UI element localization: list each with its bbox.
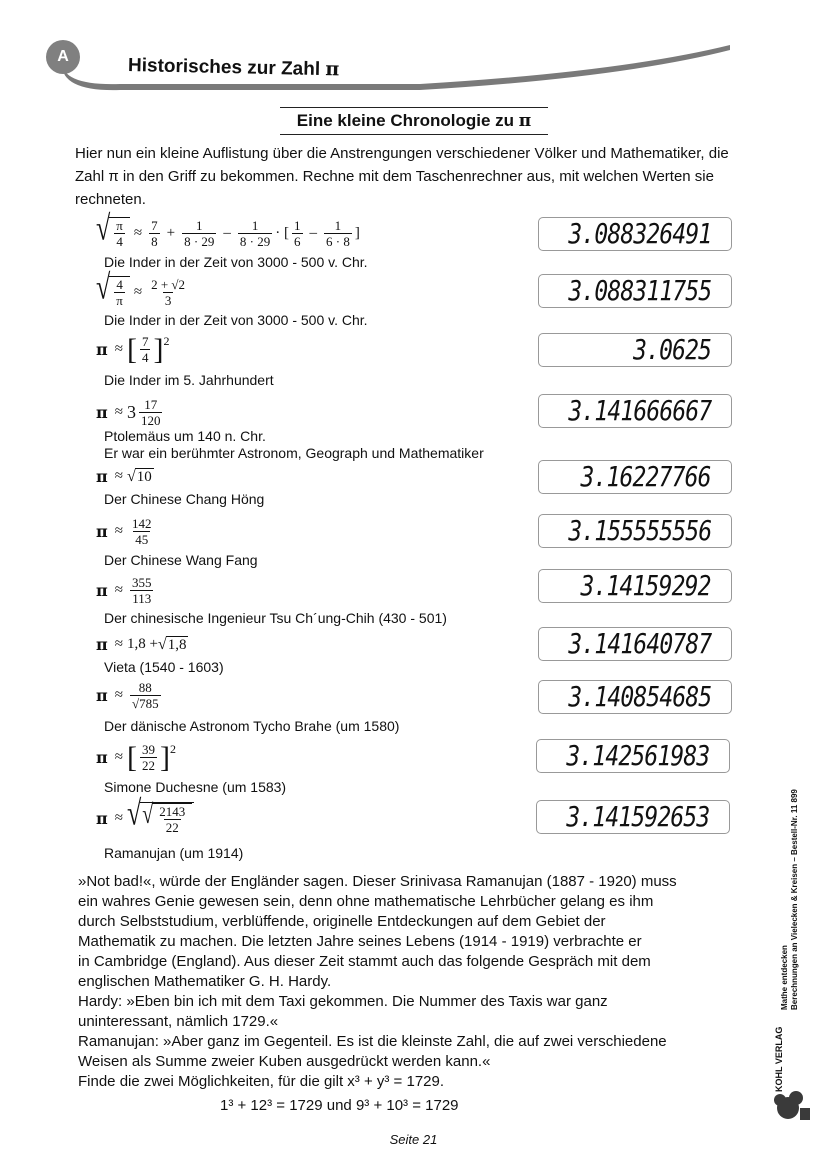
section-badge: A [46, 40, 80, 74]
story-line: englischen Mathematiker G. H. Hardy. [78, 973, 332, 990]
story-line: Mathematik zu machen. Die letzten Jahre seines Lebens (1914 - 1919) verbrachte er [78, 933, 642, 950]
caption-8: Vieta (1540 - 1603) [104, 659, 224, 675]
calculator-display-6: 3.155555556 [538, 514, 732, 548]
caption-2: Die Inder in der Zeit von 3000 - 500 v. Chr. [104, 312, 368, 328]
formula-7: π ≈ $\frac{355}{113}$ [96, 575, 152, 606]
calculator-display-8: 3.141640787 [538, 627, 732, 661]
subtitle: Eine kleine Chronologie zu π [280, 107, 548, 135]
caption-6: Der Chinese Wang Fang [104, 552, 258, 568]
story-line: Ramanujan: »Aber ganz im Gegenteil. Es ist die kleinste Zahl, die auf zwei verschiedene [78, 1033, 667, 1050]
book-title: Berechnungen an Vielecken & Kreisen – Bestell-Nr. 11 899 [790, 789, 799, 1010]
formula-3: π ≈ [ $\frac{7}{4}$ ] 2 [96, 332, 170, 366]
caption-1: Die Inder in der Zeit von 3000 - 500 v. Chr. [104, 254, 368, 270]
formula-2: √ $\frac{4}{\pi}$ ≈ $\frac{2 + √2}{3}$ [96, 267, 186, 308]
caption-9: Der dänische Astronom Tycho Brahe (um 1580) [104, 718, 400, 734]
sqrt: √ $\frac{\pi}{4}$ [96, 217, 130, 249]
header-swoosh [0, 0, 827, 100]
caption-11: Ramanujan (um 1914) [104, 845, 244, 861]
formula-5: π ≈ √ 10 [96, 467, 152, 486]
story-line: ein wahres Genie gewesen sein, denn ohne mathematische Lehrbücher gelang es ihm [78, 893, 654, 910]
caption-7: Der chinesische Ingenieur Tsu Ch´ung-Chih (430 - 501) [104, 610, 447, 626]
formula-9: π ≈ $\frac{88}{√785}$ [96, 680, 159, 711]
caption-5: Der Chinese Chang Höng [104, 491, 265, 507]
page-number: Seite 21 [389, 1132, 438, 1147]
calculator-display-10: 3.142561983 [536, 739, 730, 773]
calculator-display-4: 3.141666667 [538, 394, 732, 428]
formula-1: √ $\frac{\pi}{4}$ ≈ $\frac{7}{8}$ + $\frac{1}{8 \cdot 29}$ – $\frac{1}{8 \cdot 29}$ · [ $\frac{1}{6}$ – $\frac{1}{6 \cdot 8}$ ] [96, 208, 360, 249]
formula-6: π ≈ $\frac{142}{45}$ [96, 516, 152, 547]
calculator-display-2: 3.088311755 [538, 274, 732, 308]
caption-10: Simone Duchesne (um 1583) [104, 779, 287, 795]
story-line: durch Selbststudium, verblüffende, originelle Entdeckungen auf dem Gebiet der [78, 913, 606, 930]
formula-8: π ≈ 1,8 + √ 1,8 [96, 635, 187, 654]
calculator-display-3: 3.0625 [538, 333, 732, 367]
side-publication-info [780, 789, 800, 1010]
story-line: Weisen als Summe zweier Kuben ausgedrückt werden kann.« [78, 1053, 491, 1070]
story-text [78, 872, 758, 1092]
calculator-display-7: 3.14159292 [538, 569, 732, 603]
story-line: »Not bad!«, würde der Engländer sagen. Dieser Srinivasa Ramanujan (1887 - 1920) muss [78, 873, 677, 890]
caption-4b: Er war ein berühmter Astronom, Geograph und Mathematiker [104, 445, 484, 461]
page-title: Historisches zur Zahl π [127, 55, 340, 81]
formula-4: π ≈ 3 $\frac{17}{120}$ [96, 397, 161, 428]
calculator-display-11: 3.141592653 [536, 800, 730, 834]
publisher-logo-text: KOHL VERLAG [774, 1026, 784, 1092]
formula-10: π ≈ [ $\frac{39}{22}$ ] 2 [96, 740, 176, 774]
story-line: Finde die zwei Möglichkeiten, für die gilt x³ + y³ = 1729. [78, 1073, 445, 1090]
calculator-display-9: 3.140854685 [538, 680, 732, 714]
intro-text: Hier nun ein kleine Auflistung über die Anstrengungen verschiedener Völker und Mathematiker, die Zahl π in den Griff zu bekommen. Rechne mit dem Taschenrechner aus, mit welchen Werten sie rechneten. [75, 145, 729, 208]
formula-11: π ≈ √ √ $\frac{2143}{22}$ [96, 802, 194, 835]
publisher-logo [766, 1084, 816, 1124]
caption-4: Ptolemäus um 140 n. Chr. [104, 428, 266, 444]
story-line: in Cambridge (England). Aus dieser Zeit stammt auch das folgende Gespräch mit dem [78, 953, 651, 970]
answer-text: 1³ + 12³ = 1729 und 9³ + 10³ = 1729 [220, 1097, 459, 1114]
calculator-display-5: 3.16227766 [538, 460, 732, 494]
calculator-display-1: 3.088326491 [538, 217, 732, 251]
series-title: Mathe entdecken [780, 945, 789, 1010]
caption-3: Die Inder im 5. Jahrhundert [104, 372, 274, 388]
story-line: uninteressant, nämlich 1729.« [78, 1013, 279, 1030]
story-line: Hardy: »Eben bin ich mit dem Taxi gekommen. Die Nummer des Taxis war ganz [78, 993, 608, 1010]
